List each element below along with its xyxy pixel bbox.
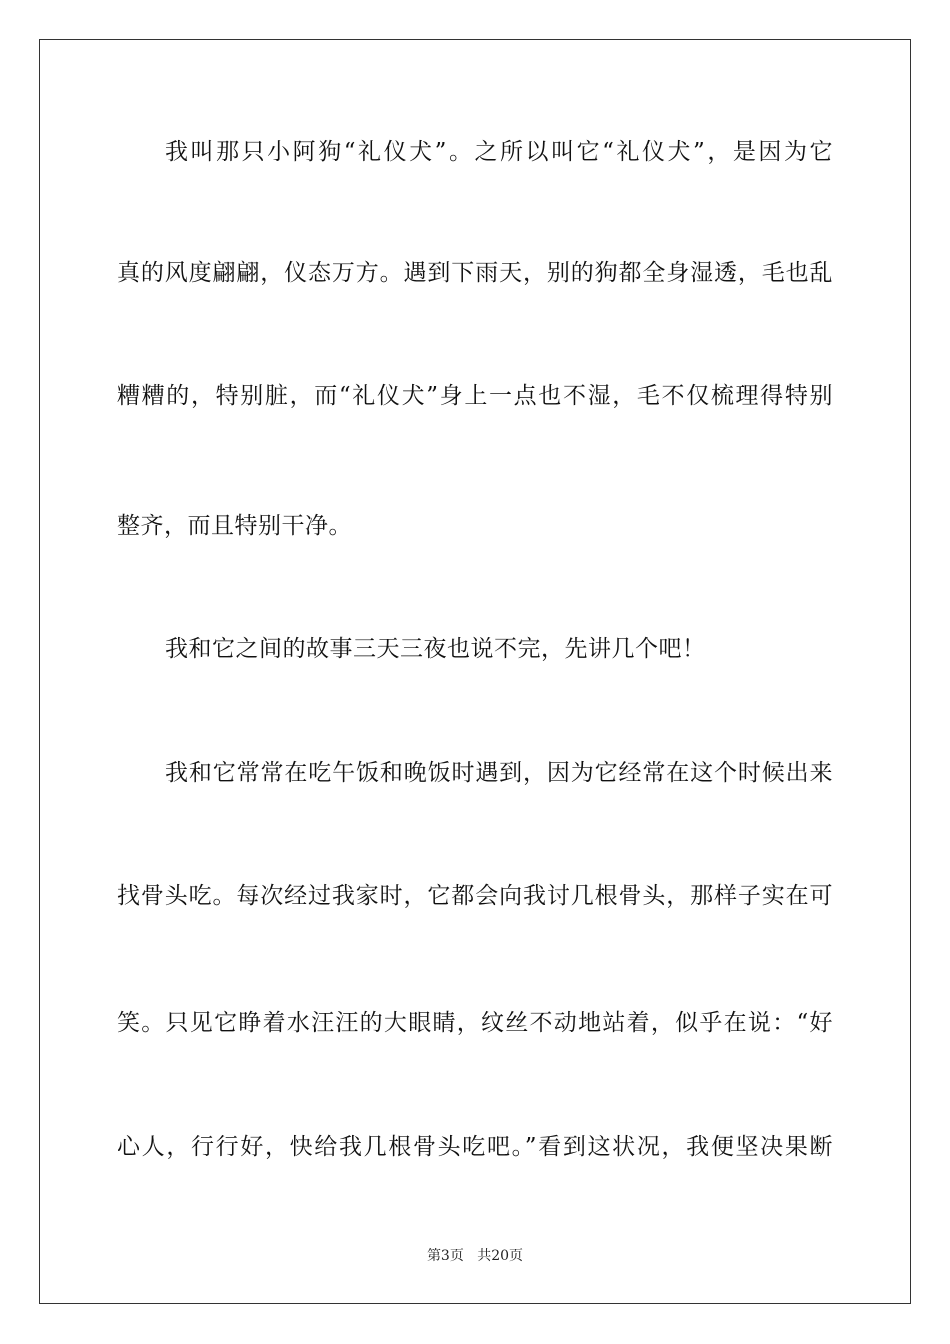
page-border [39,39,911,1304]
page-footer [0,1247,950,1265]
paragraph-1-line-4: 整齐，而且特别干净。 [117,513,352,539]
paragraph-3-line-3: 笑。只见它睁着水汪汪的大眼睛，纹丝不动地站着，似乎在说：“好 [117,1010,833,1036]
paragraph-3-line-2: 找骨头吃。每次经过我家时，它都会向我讨几根骨头，那样子实在可 [117,883,833,909]
page-number: 第3页 [426,1248,464,1264]
paragraph-3-line-4: 心人，行行好，快给我几根骨头吃吧。”看到这状况，我便坚决果断 [117,1134,833,1160]
page-total: 共20页 [477,1248,524,1264]
paragraph-3-line-1: 我和它常常在吃午饭和晚饭时遇到，因为它经常在这个时候出来 [165,760,833,786]
paragraph-1-line-2: 真的风度翩翩，仪态万方。遇到下雨天，别的狗都全身湿透，毛也乱 [117,260,833,286]
paragraph-1-line-1: 我叫那只小阿狗“礼仪犬”。之所以叫它“礼仪犬”，是因为它 [165,139,833,165]
paragraph-2-line-1: 我和它之间的故事三天三夜也说不完，先讲几个吧！ [165,636,706,662]
paragraph-1-line-3: 糟糟的，特别脏，而“礼仪犬”身上一点也不湿，毛不仅梳理得特别 [117,383,833,409]
